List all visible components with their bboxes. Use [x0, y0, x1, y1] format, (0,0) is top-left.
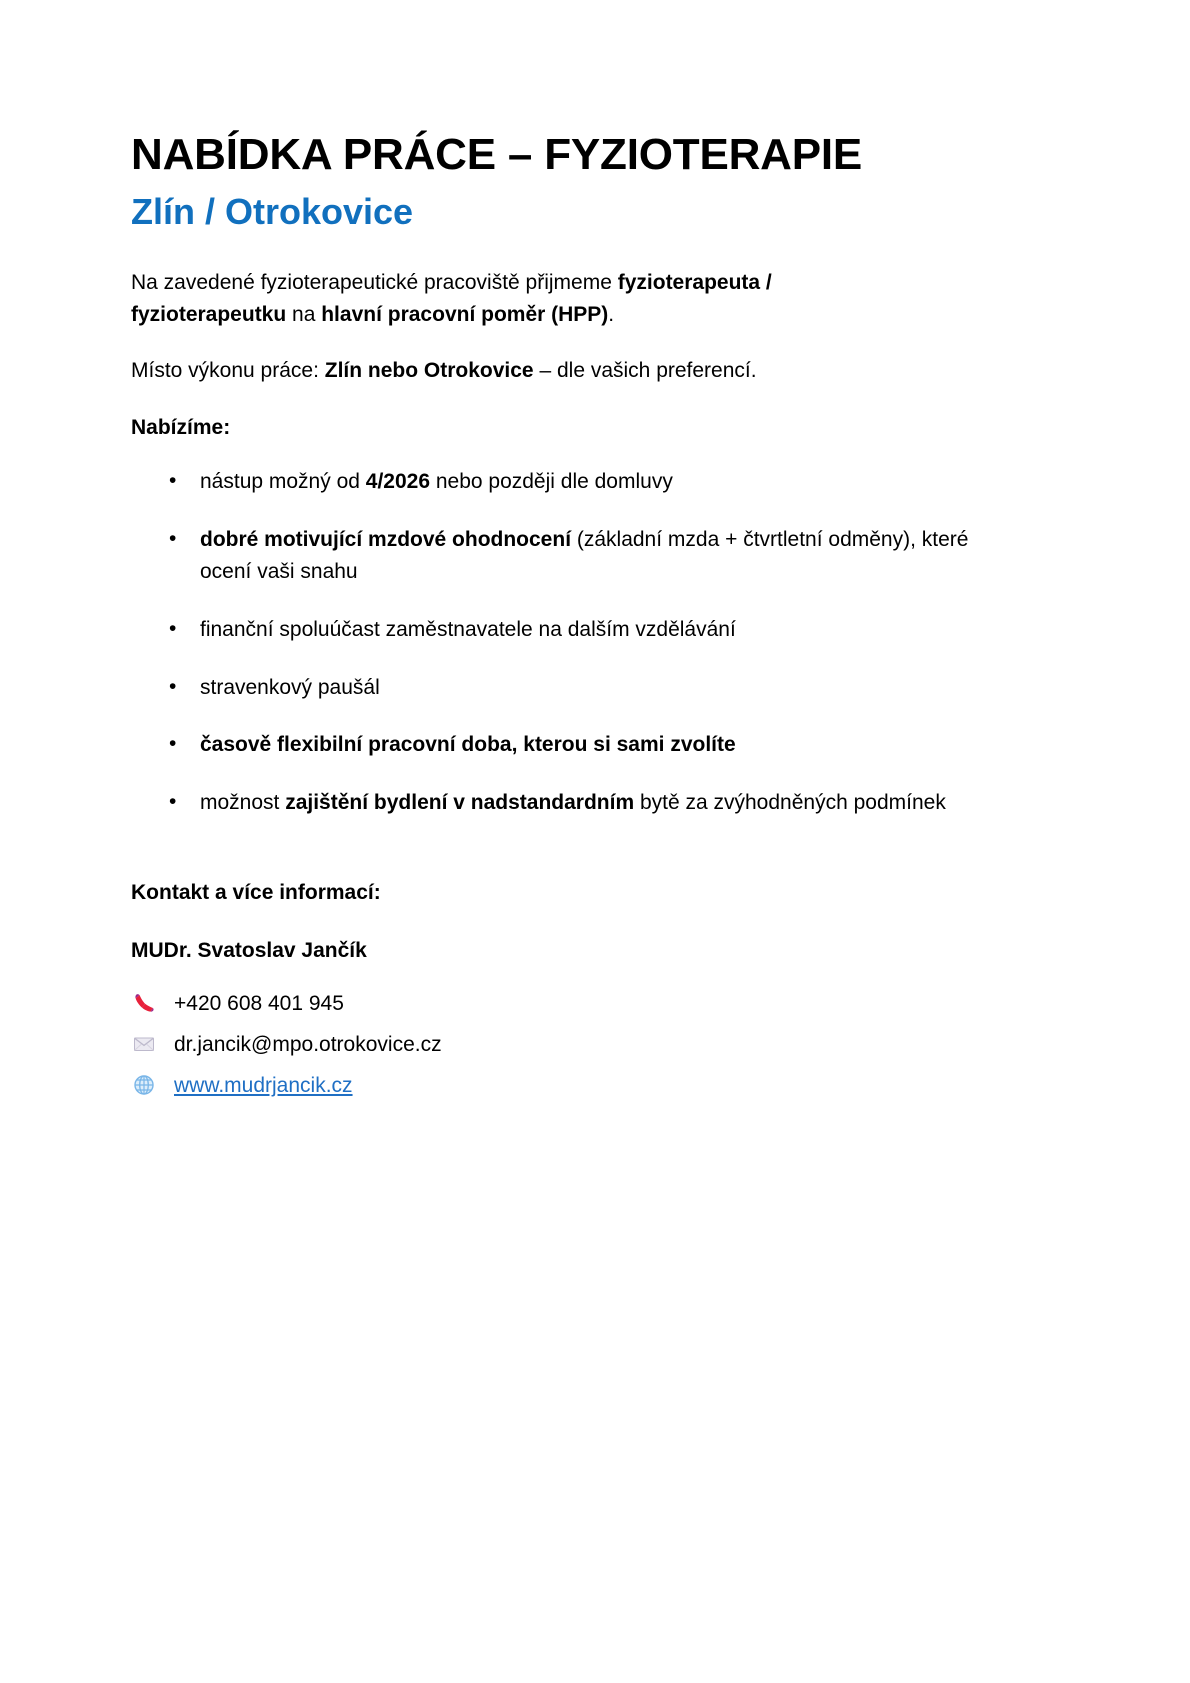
offer-item-text: stravenkový paušál — [200, 675, 380, 699]
offer-list-item — [131, 524, 1000, 588]
envelope-icon — [131, 1031, 157, 1057]
offer-item-emphasis: zajištění bydlení v nadstandardním — [285, 791, 635, 815]
offer-list — [131, 466, 1000, 819]
offer-item-text: nástup možný od — [200, 469, 366, 493]
offer-list-item — [131, 787, 1000, 819]
intro-paragraph-1 — [131, 267, 891, 331]
contact-phone-value[interactable]: +420 608 401 945 — [174, 991, 344, 1015]
offer-list-item — [131, 614, 1000, 646]
location-bold: Zlín nebo Otrokovice — [324, 359, 534, 383]
offer-list-item — [131, 672, 1000, 704]
offer-item-text: nebo později dle domluvy — [430, 469, 673, 493]
contact-person-name: MUDr. Svatoslav Jančík — [131, 938, 367, 962]
location-text-2: – dle vašich preferencí. — [533, 359, 757, 383]
contact-website-link[interactable]: www.mudrjancik.cz — [174, 1073, 353, 1097]
contact-heading: Kontakt a více informací: — [131, 881, 381, 905]
contact-details-list — [131, 988, 1000, 1100]
intro-bold-contract: hlavní pracovní poměr (HPP) — [321, 302, 609, 326]
intro-text-2: na — [286, 302, 322, 326]
offer-item-emphasis: časově flexibilní pracovní doba, kterou si sami zvolíte — [200, 733, 736, 757]
page-title: NABÍDKA PRÁCE – FYZIOTERAPIE — [131, 130, 863, 179]
contact-email-value[interactable]: dr.jancik@mpo.otrokovice.cz — [174, 1032, 442, 1056]
offer-item-text: (základní mzda + čtvrtletní odměny), které ocení vaši snahu — [200, 527, 969, 583]
offer-item-text: bytě za zvýhodněných podmínek — [634, 791, 946, 815]
intro-paragraph-2 — [131, 355, 891, 387]
page-subtitle: Zlín / Otrokovice — [131, 191, 414, 233]
contact-website-row — [131, 1070, 1000, 1100]
location-text-1: Místo výkonu práce: — [131, 359, 325, 383]
offer-item-text: finanční spoluúčast zaměstnavatele na dalším vzdělávání — [200, 617, 736, 641]
offer-item-emphasis: dobré motivující mzdové ohodnocení — [200, 527, 572, 551]
phone-icon — [131, 990, 157, 1016]
contact-email-row — [131, 1029, 1000, 1059]
contact-section — [131, 877, 1000, 1100]
offer-item-emphasis: 4/2026 — [365, 469, 430, 493]
offer-section-label: Nabízíme: — [131, 416, 231, 440]
intro-text-1: Na zavedené fyzioterapeutické pracoviště přijmeme — [131, 270, 618, 294]
offer-list-item — [131, 466, 1000, 498]
offer-list-item — [131, 729, 1000, 761]
offer-item-text: možnost — [200, 791, 286, 815]
intro-bold-role: fyzioterapeuta / fyzioterapeutku — [131, 270, 772, 326]
contact-phone-row — [131, 988, 1000, 1018]
intro-text-3: . — [608, 302, 615, 326]
globe-icon — [131, 1072, 157, 1098]
